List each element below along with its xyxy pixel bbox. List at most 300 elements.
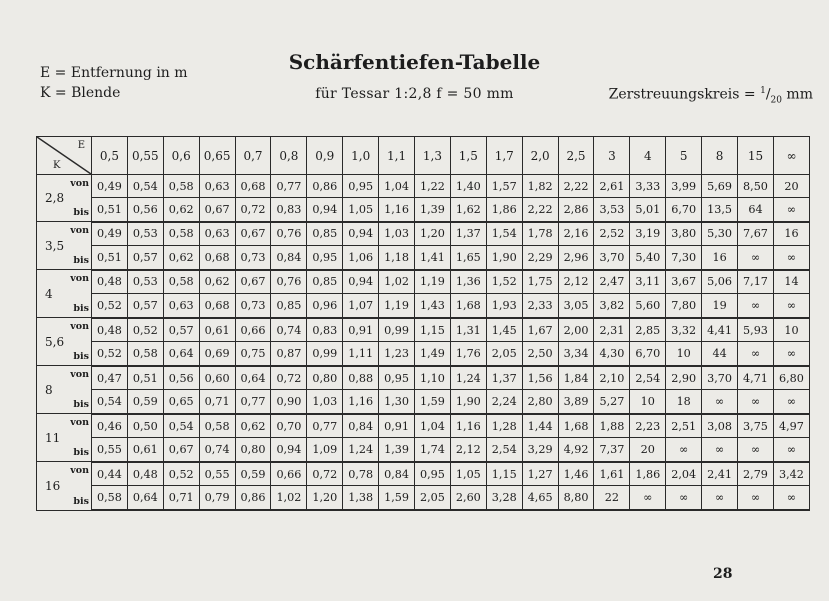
bis-value-cell: 18	[666, 390, 702, 414]
distance-header: 8	[702, 137, 738, 175]
bis-label: bis	[73, 399, 89, 411]
bis-value-cell: ∞	[666, 486, 702, 510]
bis-value-cell: 3,28	[486, 486, 522, 510]
bis-value-cell: 2,54	[486, 438, 522, 462]
aperture-cell	[37, 175, 92, 222]
von-value-cell: 1,36	[450, 270, 486, 294]
distance-header: 0,65	[199, 137, 235, 175]
von-value-cell: 0,77	[307, 414, 343, 438]
von-value-cell: 0,84	[379, 462, 415, 486]
von-value-cell: 1,22	[415, 175, 451, 198]
von-value-cell: 1,67	[522, 318, 558, 342]
bis-value-cell: 0,79	[199, 486, 235, 510]
von-value-cell: 0,58	[199, 414, 235, 438]
von-value-cell: 1,37	[450, 222, 486, 246]
distance-header: 4	[630, 137, 666, 175]
bis-value-cell: 0,71	[163, 486, 199, 510]
von-value-cell: 0,95	[415, 462, 451, 486]
bis-value-cell: ∞	[702, 486, 738, 510]
bis-value-cell: 19	[702, 294, 738, 318]
von-value-cell: 1,84	[558, 366, 594, 390]
bis-value-cell: 0,67	[199, 198, 235, 222]
bis-value-cell: 0,99	[307, 342, 343, 366]
bis-value-cell: 1,39	[415, 198, 451, 222]
von-value-cell: 0,57	[163, 318, 199, 342]
bis-value-cell: 0,90	[271, 390, 307, 414]
bis-value-cell: 0,61	[127, 438, 163, 462]
von-value-cell: 1,15	[415, 318, 451, 342]
bis-value-cell: 2,50	[522, 342, 558, 366]
von-value-cell: 0,85	[307, 222, 343, 246]
bis-value-cell: 0,62	[163, 246, 199, 270]
distance-header: 15	[738, 137, 774, 175]
von-value-cell: 0,72	[307, 462, 343, 486]
bis-value-cell: 0,57	[127, 294, 163, 318]
von-value-cell: 3,67	[666, 270, 702, 294]
von-value-cell: 0,76	[271, 222, 307, 246]
bis-value-cell: 1,16	[379, 198, 415, 222]
bis-value-cell: 3,05	[558, 294, 594, 318]
von-value-cell: 0,48	[92, 270, 128, 294]
circle-of-confusion: Zerstreuungskreis = $^1/_{20}$ mm	[608, 86, 813, 106]
von-value-cell: 1,40	[450, 175, 486, 198]
aperture-value: 11	[45, 430, 61, 445]
bis-value-cell: 2,29	[522, 246, 558, 270]
distance-header: 5	[666, 137, 702, 175]
von-value-cell: 7,67	[738, 222, 774, 246]
bis-value-cell: 0,52	[92, 294, 128, 318]
bis-value-cell: 8,80	[558, 486, 594, 510]
bis-value-cell: 1,68	[450, 294, 486, 318]
von-value-cell: 3,70	[702, 366, 738, 390]
bis-value-cell: ∞	[738, 342, 774, 366]
bis-value-cell: 0,51	[92, 246, 128, 270]
von-value-cell: 2,41	[702, 462, 738, 486]
von-value-cell: 0,46	[92, 414, 128, 438]
von-value-cell: 0,86	[307, 175, 343, 198]
von-value-cell: 1,52	[486, 270, 522, 294]
bis-value-cell: 1,24	[343, 438, 379, 462]
aperture-cell	[37, 366, 92, 414]
bis-value-cell: 6,70	[630, 342, 666, 366]
von-value-cell: 0,55	[199, 462, 235, 486]
von-value-cell: 0,58	[163, 270, 199, 294]
bis-label: bis	[73, 495, 89, 507]
bis-value-cell: 0,68	[199, 246, 235, 270]
table-row-bis	[37, 390, 810, 414]
bis-value-cell: 1,59	[379, 486, 415, 510]
table-row-von	[37, 462, 810, 486]
aperture-value: 8	[45, 382, 53, 397]
bis-value-cell: 13,5	[702, 198, 738, 222]
bis-value-cell: 4,30	[594, 342, 630, 366]
table-row-von	[37, 270, 810, 294]
legend-distance: E = Entfernung in m	[40, 65, 188, 81]
bis-value-cell: 10	[666, 342, 702, 366]
aperture-value: 16	[45, 478, 61, 493]
bis-value-cell: 1,23	[379, 342, 415, 366]
bis-value-cell: 0,64	[163, 342, 199, 366]
distance-header: 0,5	[92, 137, 128, 175]
distance-header: 0,9	[307, 137, 343, 175]
bis-value-cell: 1,43	[415, 294, 451, 318]
von-value-cell: 0,53	[127, 222, 163, 246]
bis-value-cell: 3,34	[558, 342, 594, 366]
von-label: von	[70, 178, 89, 189]
bis-value-cell: 0,84	[271, 246, 307, 270]
bis-value-cell: 5,27	[594, 390, 630, 414]
table-row-von	[37, 318, 810, 342]
von-value-cell: 3,11	[630, 270, 666, 294]
von-value-cell: 6,80	[773, 366, 809, 390]
bis-value-cell: 0,77	[235, 390, 271, 414]
bis-value-cell: 4,92	[558, 438, 594, 462]
bis-value-cell: ∞	[773, 438, 809, 462]
von-value-cell: 10	[773, 318, 809, 342]
von-value-cell: 0,49	[92, 175, 128, 198]
aperture-value: 5,6	[45, 334, 65, 349]
distance-header: 0,55	[127, 137, 163, 175]
von-value-cell: 0,63	[199, 222, 235, 246]
von-value-cell: 4,71	[738, 366, 774, 390]
bis-value-cell: 0,75	[235, 342, 271, 366]
von-value-cell: 2,90	[666, 366, 702, 390]
von-value-cell: 0,84	[343, 414, 379, 438]
bis-value-cell: 10	[630, 390, 666, 414]
distance-header: 2,5	[558, 137, 594, 175]
von-value-cell: 1,19	[415, 270, 451, 294]
bis-value-cell: 1,20	[307, 486, 343, 510]
von-value-cell: 5,93	[738, 318, 774, 342]
von-value-cell: 0,88	[343, 366, 379, 390]
bis-value-cell: ∞	[773, 486, 809, 510]
bis-value-cell: ∞	[738, 294, 774, 318]
bis-value-cell: 2,86	[558, 198, 594, 222]
von-value-cell: 0,54	[163, 414, 199, 438]
lens-subtitle: für Tessar 1:2,8 f = 50 mm	[315, 86, 514, 102]
distance-header: 1,5	[450, 137, 486, 175]
von-value-cell: 16	[773, 222, 809, 246]
bis-label: bis	[73, 207, 89, 219]
bis-value-cell: 2,22	[522, 198, 558, 222]
bis-value-cell: 6,70	[666, 198, 702, 222]
von-value-cell: 0,58	[163, 175, 199, 198]
von-value-cell: 20	[773, 175, 809, 198]
distance-header: 1,3	[415, 137, 451, 175]
von-value-cell: 0,91	[343, 318, 379, 342]
aperture-cell	[37, 222, 92, 270]
bis-value-cell: 0,55	[92, 438, 128, 462]
bis-value-cell: 5,40	[630, 246, 666, 270]
aperture-cell	[37, 462, 92, 510]
table-row-von	[37, 414, 810, 438]
bis-value-cell: 1,06	[343, 246, 379, 270]
bis-value-cell: 16	[702, 246, 738, 270]
table-row-von	[37, 366, 810, 390]
von-label: von	[70, 273, 89, 285]
bis-value-cell: 4,65	[522, 486, 558, 510]
bis-value-cell: 0,57	[127, 246, 163, 270]
von-value-cell: 5,69	[702, 175, 738, 198]
von-value-cell: 2,04	[666, 462, 702, 486]
von-value-cell: 1,56	[522, 366, 558, 390]
von-value-cell: 0,64	[235, 366, 271, 390]
bis-value-cell: 0,51	[92, 198, 128, 222]
von-value-cell: 0,50	[127, 414, 163, 438]
von-value-cell: 0,67	[235, 270, 271, 294]
aperture-value: 3,5	[45, 238, 65, 253]
von-value-cell: 0,70	[271, 414, 307, 438]
von-value-cell: 3,99	[666, 175, 702, 198]
von-value-cell: 0,74	[271, 318, 307, 342]
bis-value-cell: 5,60	[630, 294, 666, 318]
von-value-cell: 1,45	[486, 318, 522, 342]
bis-value-cell: 2,24	[486, 390, 522, 414]
von-value-cell: 1,61	[594, 462, 630, 486]
von-value-cell: 3,80	[666, 222, 702, 246]
header-row	[37, 137, 810, 175]
von-value-cell: 0,51	[127, 366, 163, 390]
von-value-cell: 3,75	[738, 414, 774, 438]
von-value-cell: 3,32	[666, 318, 702, 342]
von-value-cell: 1,04	[415, 414, 451, 438]
bis-value-cell: 0,72	[235, 198, 271, 222]
von-value-cell: 0,78	[343, 462, 379, 486]
bis-value-cell: 1,59	[415, 390, 451, 414]
bis-value-cell: 0,80	[235, 438, 271, 462]
von-value-cell: 1,24	[450, 366, 486, 390]
table-row-bis	[37, 294, 810, 318]
bis-value-cell: 7,30	[666, 246, 702, 270]
von-value-cell: 2,12	[558, 270, 594, 294]
bis-value-cell: ∞	[702, 390, 738, 414]
von-value-cell: 0,61	[199, 318, 235, 342]
table-row-bis	[37, 486, 810, 510]
von-value-cell: 2,00	[558, 318, 594, 342]
von-value-cell: 1,44	[522, 414, 558, 438]
corner-k: K	[53, 160, 61, 171]
von-label: von	[70, 225, 89, 237]
von-value-cell: 1,04	[379, 175, 415, 198]
bis-value-cell: 1,86	[486, 198, 522, 222]
legend-aperture: K = Blende	[40, 85, 121, 101]
bis-value-cell: 0,67	[163, 438, 199, 462]
bis-value-cell: 1,39	[379, 438, 415, 462]
bis-value-cell: 7,37	[594, 438, 630, 462]
bis-label: bis	[73, 351, 89, 363]
von-value-cell: 0,54	[127, 175, 163, 198]
bis-value-cell: 1,65	[450, 246, 486, 270]
distance-header: 3	[594, 137, 630, 175]
bis-value-cell: ∞	[702, 438, 738, 462]
bis-value-cell: 0,83	[271, 198, 307, 222]
bis-value-cell: 0,59	[127, 390, 163, 414]
bis-value-cell: 3,89	[558, 390, 594, 414]
von-value-cell: 0,47	[92, 366, 128, 390]
von-value-cell: 1,28	[486, 414, 522, 438]
bis-value-cell: 2,60	[450, 486, 486, 510]
von-value-cell: 0,52	[127, 318, 163, 342]
bis-value-cell: 0,94	[271, 438, 307, 462]
von-value-cell: 0,66	[235, 318, 271, 342]
von-value-cell: 0,60	[199, 366, 235, 390]
bis-value-cell: 0,58	[127, 342, 163, 366]
table-row-bis	[37, 342, 810, 366]
von-value-cell: 5,06	[702, 270, 738, 294]
corner-cell	[37, 137, 92, 175]
depth-of-field-table	[36, 136, 810, 511]
bis-value-cell: 1,05	[343, 198, 379, 222]
bis-label: bis	[73, 303, 89, 315]
bis-value-cell: 0,69	[199, 342, 235, 366]
von-value-cell: 0,95	[343, 175, 379, 198]
von-value-cell: 0,59	[235, 462, 271, 486]
bis-value-cell: ∞	[630, 486, 666, 510]
von-value-cell: 7,17	[738, 270, 774, 294]
bis-value-cell: 0,65	[163, 390, 199, 414]
von-value-cell: 1,68	[558, 414, 594, 438]
von-value-cell: 0,76	[271, 270, 307, 294]
aperture-cell	[37, 270, 92, 318]
von-value-cell: 4,41	[702, 318, 738, 342]
von-value-cell: 0,68	[235, 175, 271, 198]
distance-header: 0,7	[235, 137, 271, 175]
distance-header: 1,7	[486, 137, 522, 175]
bis-value-cell: 1,09	[307, 438, 343, 462]
bis-value-cell: 1,49	[415, 342, 451, 366]
page-title: Schärfentiefen-Tabelle	[288, 50, 541, 74]
von-value-cell: 3,08	[702, 414, 738, 438]
von-value-cell: 1,57	[486, 175, 522, 198]
bis-value-cell: 0,64	[127, 486, 163, 510]
von-value-cell: 0,77	[271, 175, 307, 198]
bis-value-cell: 1,93	[486, 294, 522, 318]
bis-value-cell: 1,30	[379, 390, 415, 414]
bis-value-cell: 1,62	[450, 198, 486, 222]
bis-value-cell: 0,54	[92, 390, 128, 414]
von-value-cell: 0,83	[307, 318, 343, 342]
von-value-cell: 1,78	[522, 222, 558, 246]
bis-value-cell: ∞	[738, 246, 774, 270]
von-value-cell: 2,61	[594, 175, 630, 198]
bis-value-cell: 0,86	[235, 486, 271, 510]
bis-value-cell: 1,90	[450, 390, 486, 414]
bis-value-cell: 0,52	[92, 342, 128, 366]
von-value-cell: 2,79	[738, 462, 774, 486]
von-value-cell: 0,52	[163, 462, 199, 486]
bis-value-cell: 3,29	[522, 438, 558, 462]
distance-header: 0,6	[163, 137, 199, 175]
bis-value-cell: 2,05	[415, 486, 451, 510]
bis-value-cell: 1,07	[343, 294, 379, 318]
von-value-cell: 1,54	[486, 222, 522, 246]
table-row-bis	[37, 246, 810, 270]
bis-value-cell: 1,11	[343, 342, 379, 366]
bis-value-cell: 44	[702, 342, 738, 366]
von-value-cell: 2,54	[630, 366, 666, 390]
distance-header: ∞	[773, 137, 809, 175]
von-value-cell: 0,99	[379, 318, 415, 342]
bis-value-cell: 22	[594, 486, 630, 510]
von-value-cell: 0,48	[92, 318, 128, 342]
von-value-cell: 1,20	[415, 222, 451, 246]
von-value-cell: 2,22	[558, 175, 594, 198]
von-label: von	[70, 417, 89, 429]
von-value-cell: 0,48	[127, 462, 163, 486]
von-value-cell: 1,02	[379, 270, 415, 294]
bis-value-cell: 1,03	[307, 390, 343, 414]
bis-value-cell: 0,68	[199, 294, 235, 318]
von-value-cell: 0,62	[199, 270, 235, 294]
bis-value-cell: 2,12	[450, 438, 486, 462]
von-value-cell: 8,50	[738, 175, 774, 198]
von-value-cell: 1,37	[486, 366, 522, 390]
bis-value-cell: 1,16	[343, 390, 379, 414]
bis-value-cell: ∞	[666, 438, 702, 462]
von-value-cell: 0,53	[127, 270, 163, 294]
bis-value-cell: 1,76	[450, 342, 486, 366]
bis-value-cell: 64	[738, 198, 774, 222]
bis-value-cell: 1,18	[379, 246, 415, 270]
circle-prefix: Zerstreuungskreis =	[608, 86, 761, 103]
bis-value-cell: 2,80	[522, 390, 558, 414]
bis-value-cell: 0,63	[163, 294, 199, 318]
von-value-cell: 0,44	[92, 462, 128, 486]
bis-value-cell: 2,33	[522, 294, 558, 318]
bis-value-cell: 1,19	[379, 294, 415, 318]
von-value-cell: 0,91	[379, 414, 415, 438]
aperture-cell	[37, 414, 92, 462]
bis-value-cell: 7,80	[666, 294, 702, 318]
aperture-cell	[37, 318, 92, 366]
table-row-von	[37, 222, 810, 246]
bis-value-cell: 5,01	[630, 198, 666, 222]
von-value-cell: 3,33	[630, 175, 666, 198]
bis-value-cell: ∞	[773, 246, 809, 270]
bis-value-cell: 0,94	[307, 198, 343, 222]
bis-label: bis	[73, 447, 89, 459]
bis-value-cell: 3,53	[594, 198, 630, 222]
bis-value-cell: ∞	[738, 438, 774, 462]
circle-unit: mm	[781, 86, 813, 103]
aperture-value: 2,8	[45, 191, 65, 206]
von-value-cell: 1,88	[594, 414, 630, 438]
von-label: von	[70, 465, 89, 477]
von-value-cell: 2,23	[630, 414, 666, 438]
table-row-bis	[37, 198, 810, 222]
bis-value-cell: 0,73	[235, 246, 271, 270]
bis-value-cell: 3,82	[594, 294, 630, 318]
circle-numerator: 1	[760, 86, 766, 96]
bis-value-cell: 0,96	[307, 294, 343, 318]
von-value-cell: 0,67	[235, 222, 271, 246]
bis-value-cell: 0,74	[199, 438, 235, 462]
circle-denominator: 20	[770, 95, 782, 106]
corner-e: E	[77, 140, 85, 151]
bis-value-cell: 1,38	[343, 486, 379, 510]
von-value-cell: 0,49	[92, 222, 128, 246]
bis-value-cell: 3,70	[594, 246, 630, 270]
von-value-cell: 1,31	[450, 318, 486, 342]
bis-value-cell: ∞	[738, 486, 774, 510]
von-value-cell: 4,97	[773, 414, 809, 438]
von-value-cell: 1,46	[558, 462, 594, 486]
bis-label: bis	[73, 255, 89, 267]
von-value-cell: 0,80	[307, 366, 343, 390]
distance-header: 0,8	[271, 137, 307, 175]
bis-value-cell: ∞	[738, 390, 774, 414]
bis-value-cell: 0,73	[235, 294, 271, 318]
